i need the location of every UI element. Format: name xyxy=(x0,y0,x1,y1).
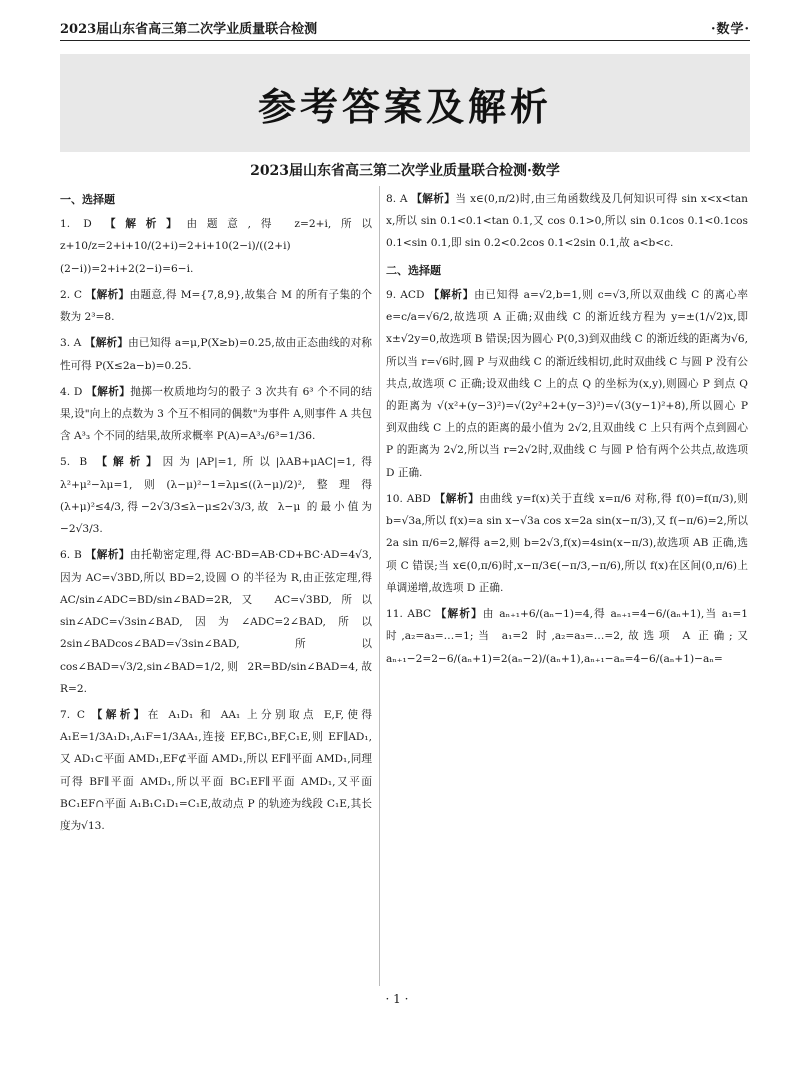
answer-item-7 xyxy=(60,704,372,837)
item-number: 3. A xyxy=(60,337,82,350)
analysis-tag: 【解析】 xyxy=(85,288,130,301)
item-text: 当 x∈(0,π/2)时,由三角函数线及几何知识可得 sin x<x<tan x,所以 sin 0.1<0.1<tan 0.1,又 cos 0.1>0,所以 sin 0.1cos 0.1<0.1cos 0.1<sin 0.1,即 sin 0.2<0.2cos 0.1<2sin 0.1,故 a<b<c. xyxy=(386,193,748,250)
page-number: · 1 · xyxy=(385,992,409,1006)
item-text: 在 A₁D₁ 和 AA₁ 上分别取点 E,F,使得 A₁E=1/3A₁D₁,A₁F=1/3AA₁,连接 EF,BC₁,BF,C₁E,则 EF∥AD₁,又 AD₁⊂平面 AMD₁,EF⊄平面 AMD₁,所以 EF∥平面 AMD₁,同理可得 BF∥平面 AMD₁,所以平面 BC₁EF∥平面 AMD₁,又平面 BC₁EF∩平面 A₁B₁C₁D₁=C₁E,故动点 P 的轨迹为线段 C₁E,其长度为√13. xyxy=(60,709,372,833)
answer-item-1 xyxy=(60,213,372,280)
item-text: 由托勒密定理,得 AC·BD=AB·CD+BC·AD=4√3,因为 AC=√3BD,所以 BD=2,设圆 O 的半径为 R,由正弦定理,得 AC/sin∠ADC=BD/sin∠BAD=2R,又 AC=√3BD,所以 sin∠ADC=√3sin∠BAD,因为∠ADC=2∠BAD,所以2sin∠BADcos∠BAD=√3sin∠BAD,所以cos∠BAD=√3/2,sin∠BAD=1/2,则 2R=BD/sin∠BAD=4,故 R=2. xyxy=(60,549,373,695)
item-text: 由 aₙ₊₁+6/(aₙ−1)=4,得 aₙ₊₁=4−6/(aₙ+1),当 a₁=1 时,a₂=a₃=…=1;当 a₁=2 时,a₂=a₃=…=2,故选项 A 正确;又 aₙ₊₁−2=2−6/(aₙ+1)=2(aₙ−2)/(aₙ+1),aₙ₊₁−aₙ=4−6/(aₙ+1)−aₙ= xyxy=(386,608,748,665)
analysis-tag: 【解析】 xyxy=(84,337,129,350)
item-text: 由已知得 a=μ,P(X≥b)=0.25,故由正态曲线的对称性可得 P(X≤2a−b)=0.25. xyxy=(60,337,372,372)
section-heading-multi: 二、选择题 xyxy=(386,263,441,277)
item-number: 8. A xyxy=(386,193,408,205)
banner-title: 参考答案及解析 xyxy=(257,84,552,129)
right-column xyxy=(386,188,748,674)
item-text: 由已知得 a=√2,b=1,则 c=√3,所以双曲线 C 的离心率 e=c/a=√6/2,故选项 A 正确;双曲线 C 的渐近线方程为 y=±(1/√2)x,即 x±√2y=0,故选项 B 错误;因为圆心 P(0,3)到双曲线 C 的渐近线的距离为√6,所以当 r=√6时,圆 P 与双曲线 C 的渐近线相切,此时双曲线 C 与圆 P 没有公共点,故选项 C 正确;设双曲线 C 上的点 Q 的坐标为(x,y),则圆心 P 到点 Q 的距离为 √(x²+(y−3)²)=√(2y²+2+(y−3)²)=√(3(y−1)²+8),所以圆心 P 到双曲线 C 上的点的距离的最小值为 2√2,且双曲线 C 上只有两个点到圆心 P 的距离为 2√2,所以当 r=2√2时,双曲线 C 与圆 P 恰有两个公共点,故选项 D 正确. xyxy=(386,288,748,479)
answer-item-2 xyxy=(60,284,372,328)
item-number: 10. ABD xyxy=(386,492,431,505)
answer-item-5 xyxy=(60,451,372,540)
item-text: 由题意,得 z=2+i,所以 z+10/z=2+i+10/(2+i)=2+i+10(2−i)/((2+i)(2−i))=2+i+2(2−i)=6−i. xyxy=(60,218,372,275)
document-title: 2023届山东省高三第二次学业质量联合检测·数学 xyxy=(250,163,560,179)
answer-item-9 xyxy=(386,284,748,484)
header-left-text: 2023届山东省高三第二次学业质量联合检测 xyxy=(60,21,318,37)
item-number: 11. ABC xyxy=(386,608,432,621)
item-number: 9. ACD xyxy=(386,288,425,301)
answer-item-3 xyxy=(60,332,372,376)
analysis-tag: 【解析】 xyxy=(85,549,131,562)
section-heading-choice: 一、选择题 xyxy=(60,193,115,206)
analysis-tag: 【解析】 xyxy=(86,385,131,398)
item-number: 5. B xyxy=(60,456,88,469)
item-number: 7. C xyxy=(60,709,85,722)
item-number: 2. C xyxy=(60,288,82,301)
answer-item-10 xyxy=(386,488,748,599)
analysis-tag: 【解析】 xyxy=(434,492,480,505)
column-divider xyxy=(379,186,380,986)
analysis-tag: 【解析】 xyxy=(435,608,483,621)
left-column xyxy=(60,188,372,841)
item-number: 6. B xyxy=(60,549,82,562)
analysis-tag: 【解析】 xyxy=(428,288,475,301)
answer-item-11 xyxy=(386,603,748,670)
analysis-tag: 【解析】 xyxy=(104,218,187,231)
analysis-tag: 【解析】 xyxy=(91,709,148,722)
item-text: 抛掷一枚质地均匀的骰子 3 次共有 6³ 个不同的结果,设"向上的点数为 3 个互不相同的偶数"为事件 A,则事件 A 共包含 A³₃ 个不同的结果,故所求概率 P(A)=A³₃/6³=1/36. xyxy=(60,385,372,443)
answer-item-4 xyxy=(60,381,372,448)
item-number: 1. D xyxy=(60,218,92,231)
item-text: 由曲线 y=f(x)关于直线 x=π/6 对称,得 f(0)=f(π/3),则 b=√3a,所以 f(x)=a sin x−√3a cos x=2a sin(x−π/3),又 f(−π/6)=2,所以 2a sin π/6=2,解得 a=2,则 b=2√3,f(x)=4sin(x−π/3),故选项 AB 正确,选项 C 错误;当 x∈(0,π/6)时,x−π/3∈(−π/3,−π/6),所以 f(x)在区间(0,π/6)上单调递增,故选项 D 正确. xyxy=(386,492,748,594)
answer-item-8 xyxy=(386,188,748,255)
analysis-tag: 【解析】 xyxy=(411,193,456,205)
item-text: 因为|AP|=1,所以|λAB+μAC|=1,得 λ²+μ²−λμ=1,则(λ−μ)²−1=λμ≤((λ−μ)/2)²,整理得(λ+μ)²≤4/3,得−2√3/3≤λ−μ≤2√3/3,故 λ−μ 的最小值为 −2√3/3. xyxy=(60,456,372,536)
analysis-tag: 【解析】 xyxy=(96,456,163,469)
item-text: 由题意,得 M={7,8,9},故集合 M 的所有子集的个数为 2³=8. xyxy=(60,288,372,324)
answer-item-6 xyxy=(60,544,372,700)
running-header xyxy=(60,14,750,41)
title-banner xyxy=(60,54,750,152)
header-subject: ·数学· xyxy=(710,21,750,37)
item-number: 4. D xyxy=(60,385,83,398)
